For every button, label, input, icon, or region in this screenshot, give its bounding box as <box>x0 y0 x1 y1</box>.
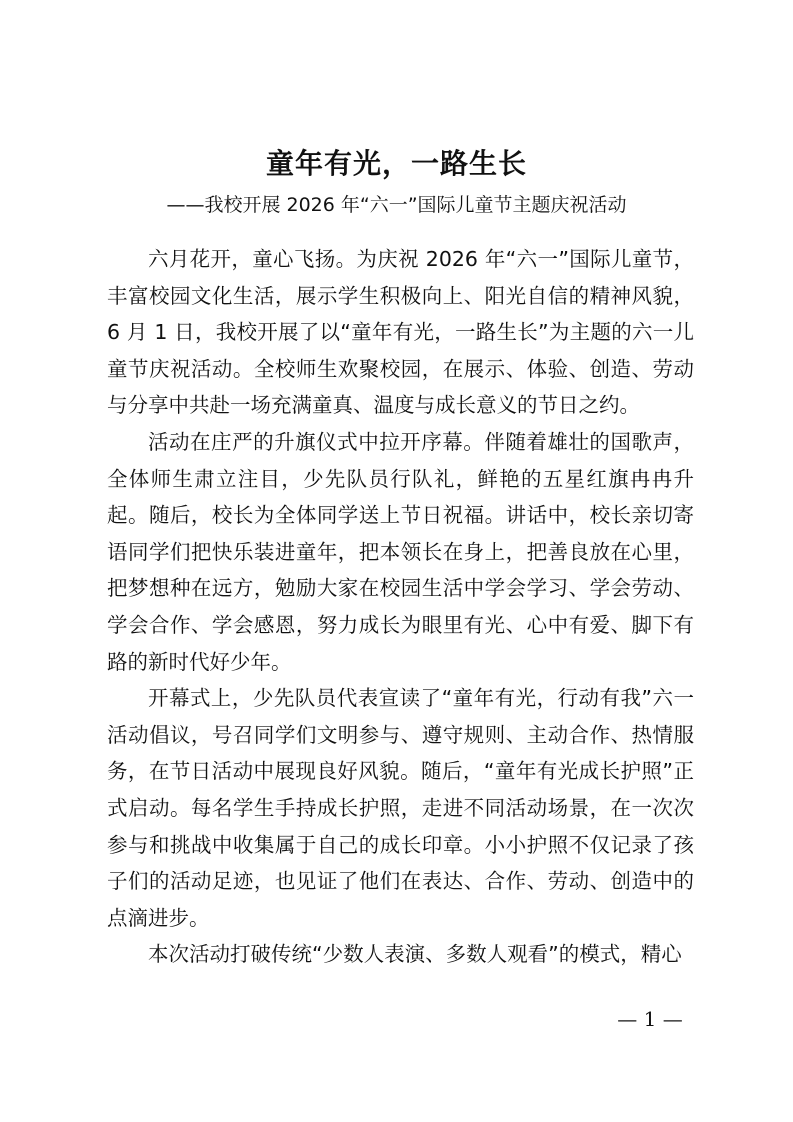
paragraph: 本次活动打破传统“少数人表演、多数人观看”的模式，精心 <box>148 942 682 967</box>
paragraph: 六月花开，童心飞扬。为庆祝 2026 年“六一”国际儿童节，丰富校园文化生活，展示学生积极向上、阳光自信的精神风貌，6 月 1 日，我校开展了以“童年有光，一路生长”为主题的六一儿童节庆祝活动。全校师生欢聚校园，在展示、体验、创造、劳动与分享中共赴一场充满童真、温度与成长意义的节日之约。 <box>107 247 694 418</box>
document-body <box>107 241 694 973</box>
document-subtitle: ——我校开展 2026 年“六一”国际儿童节主题庆祝活动 <box>166 194 627 216</box>
page-number: — 1 — <box>617 1007 683 1031</box>
paragraph: 开幕式上，少先队员代表宣读了“童年有光，行动有我”六一活动倡议，号召同学们文明参与、遵守规则、主动合作、热情服务，在节日活动中展现良好风貌。随后，“童年有光成长护照”正式启动。每名学生手持成长护照，走进不同活动场景，在一次次参与和挑战中收集属于自己的成长印章。小小护照不仅记录了孩子们的活动足迹，也见证了他们在表达、合作、劳动、创造中的点滴进步。 <box>107 686 694 930</box>
paragraph: 活动在庄严的升旗仪式中拉开序幕。伴随着雄壮的国歌声，全体师生肃立注目，少先队员行队礼，鲜艳的五星红旗冉冉升起。随后，校长为全体同学送上节日祝福。讲话中，校长亲切寄语同学们把快乐装进童年，把本领长在身上，把善良放在心里，把梦想种在远方，勉励大家在校园生活中学会学习、学会劳动、学会合作、学会感恩，努力成长为眼里有光、心中有爱、脚下有路的新时代好少年。 <box>107 429 694 674</box>
document-title: 童年有光，一路生长 <box>265 147 527 180</box>
